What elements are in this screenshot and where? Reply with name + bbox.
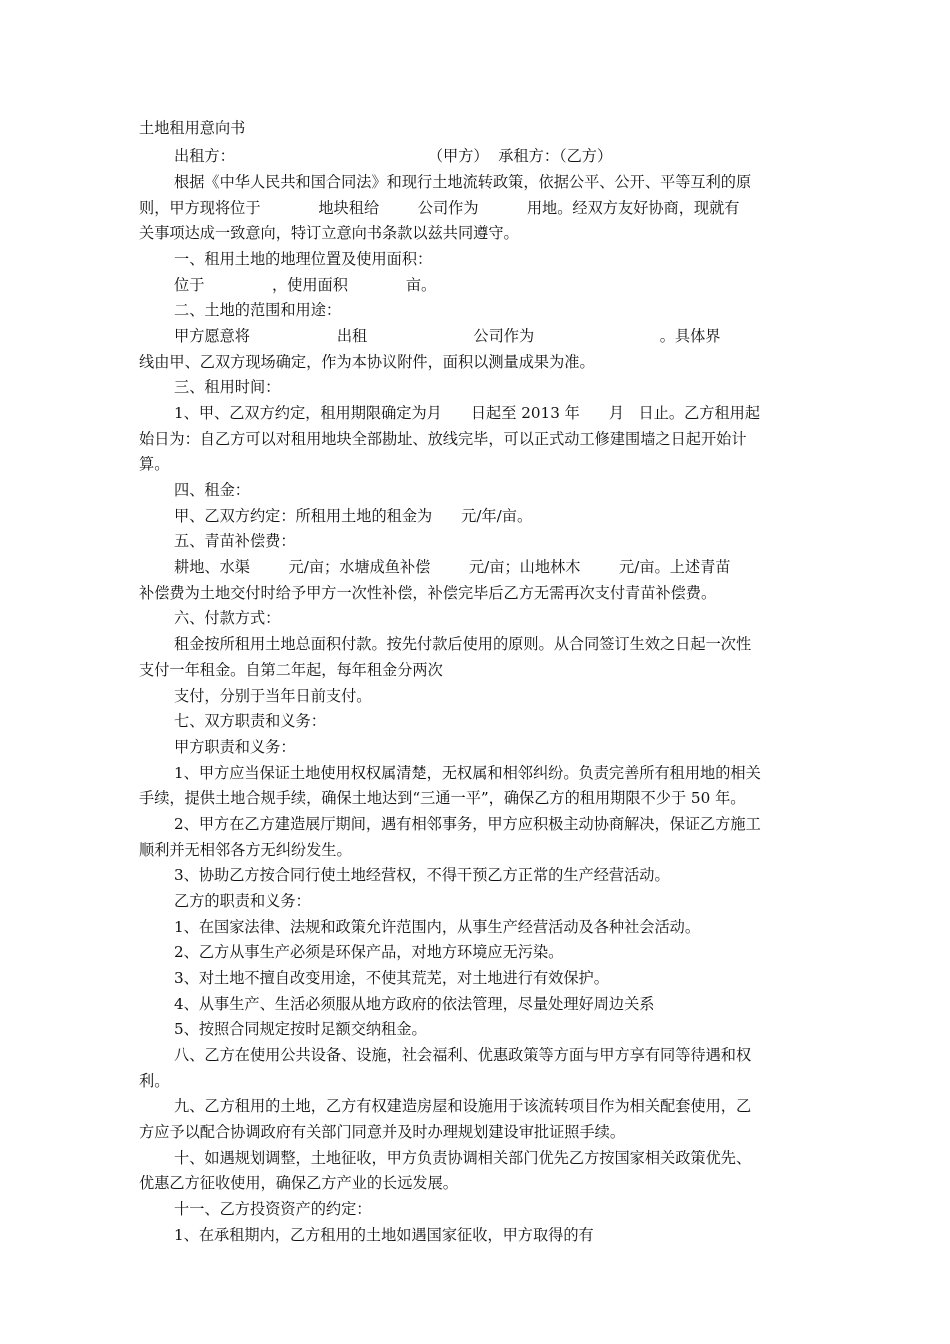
paragraph-line: 优惠乙方征收使用，确保乙方产业的长远发展。 xyxy=(139,1174,458,1192)
paragraph-line: 1、甲、乙双方约定，租用期限确定为月 日起至 2013 年 月 日止。乙方租用起 xyxy=(174,404,761,422)
paragraph-line: 1、在承租期内，乙方租用的土地如遇国家征收，甲方取得的有 xyxy=(174,1226,594,1244)
paragraph-line: 支付，分别于当年日前支付。 xyxy=(174,687,372,705)
paragraph-line: 四、租金： xyxy=(174,481,250,499)
paragraph-line: 九、乙方租用的土地，乙方有权建造房屋和设施用于该流转项目作为相关配套使用，乙 xyxy=(174,1097,752,1115)
paragraph-line: 始日为：自乙方可以对租用地块全部勘址、放线完毕，可以正式动工修建围墙之日起开始计 xyxy=(139,430,747,448)
paragraph-line: 租金按所租用土地总面积付款。按先付款后使用的原则。从合同签订生效之日起一次性 xyxy=(174,635,752,653)
paragraph-line: 出租方： （甲方） 承租方：（乙方） xyxy=(174,147,613,165)
paragraph-line: 十、如遇规划调整，土地征收，甲方负责协调相关部门优先乙方按国家相关政策优先、 xyxy=(174,1149,752,1167)
paragraph-line: 十一、乙方投资资产的约定： xyxy=(174,1200,372,1218)
paragraph-line: 2、乙方从事生产必须是环保产品，对地方环境应无污染。 xyxy=(174,943,564,961)
paragraph-line: 三、租用时间： xyxy=(174,378,281,396)
paragraph-line: 二、土地的范围和用途： xyxy=(174,301,342,319)
paragraph-line: 2、甲方在乙方建造展厅期间，遇有相邻事务，甲方应积极主动协商解决，保证乙方施工 xyxy=(174,815,761,833)
paragraph-line: 六、付款方式： xyxy=(174,609,281,627)
paragraph-line: 1、甲方应当保证土地使用权权属清楚，无权属和相邻纠纷。负责完善所有租用地的相关 xyxy=(174,764,761,782)
paragraph-line: 甲方职责和义务： xyxy=(174,738,296,756)
paragraph-line: 耕地、水渠 元/亩；水塘成鱼补偿 元/亩；山地林木 元/亩。上述青苗 xyxy=(174,558,731,576)
paragraph-line: 3、协助乙方按合同行使土地经营权，不得干预乙方正常的生产经营活动。 xyxy=(174,866,670,884)
paragraph-line: 七、双方职责和义务： xyxy=(174,712,326,730)
document-title: 土地租用意向书 xyxy=(139,119,246,137)
paragraph-line: 顺利并无相邻各方无纠纷发生。 xyxy=(139,841,352,859)
paragraph-line: 五、青苗补偿费： xyxy=(174,532,296,550)
paragraph-line: 补偿费为土地交付时给予甲方一次性补偿，补偿完毕后乙方无需再次支付青苗补偿费。 xyxy=(139,584,717,602)
paragraph-line: 位于 ，使用面积 亩。 xyxy=(174,276,437,294)
paragraph-line: 甲方愿意将 出租 公司作为 。具体界 xyxy=(174,327,721,345)
paragraph-line: 5、按照合同规定按时足额交纳租金。 xyxy=(174,1020,427,1038)
paragraph-line: 根据《中华人民共和国合同法》和现行土地流转政策，依据公平、公开、平等互利的原 xyxy=(174,173,752,191)
paragraph-line: 1、在国家法律、法规和政策允许范围内，从事生产经营活动及各种社会活动。 xyxy=(174,918,701,936)
paragraph-line: 支付一年租金。自第二年起，每年租金分两次 xyxy=(139,661,443,679)
paragraph-line: 甲、乙双方约定：所租用土地的租金为 元/年/亩。 xyxy=(174,507,533,525)
paragraph-line: 线由甲、乙双方现场确定，作为本协议附件，面积以测量成果为准。 xyxy=(139,353,595,371)
paragraph-line: 利。 xyxy=(139,1072,170,1090)
paragraph-line: 4、从事生产、生活必须服从地方政府的依法管理，尽量处理好周边关系 xyxy=(174,995,655,1013)
paragraph-line: 乙方的职责和义务： xyxy=(174,892,311,910)
paragraph-line: 3、对土地不擅自改变用途，不使其荒芜，对土地进行有效保护。 xyxy=(174,969,609,987)
paragraph-line: 手续，提供土地合规手续，确保土地达到“三通一平”，确保乙方的租用期限不少于 50 年。 xyxy=(139,789,746,807)
paragraph-line: 关事项达成一致意向，特订立意向书条款以兹共同遵守。 xyxy=(139,224,519,242)
paragraph-line: 算。 xyxy=(139,455,170,473)
paragraph-line: 则，甲方现将位于 地块租给 公司作为 用地。经双方友好协商，现就有 xyxy=(139,199,740,217)
paragraph-line: 一、租用土地的地理位置及使用面积： xyxy=(174,250,433,268)
paragraph-line: 方应予以配合协调政府有关部门同意并及时办理规划建设审批证照手续。 xyxy=(139,1123,625,1141)
paragraph-line: 八、乙方在使用公共设备、设施，社会福利、优惠政策等方面与甲方享有同等待遇和权 xyxy=(174,1046,752,1064)
